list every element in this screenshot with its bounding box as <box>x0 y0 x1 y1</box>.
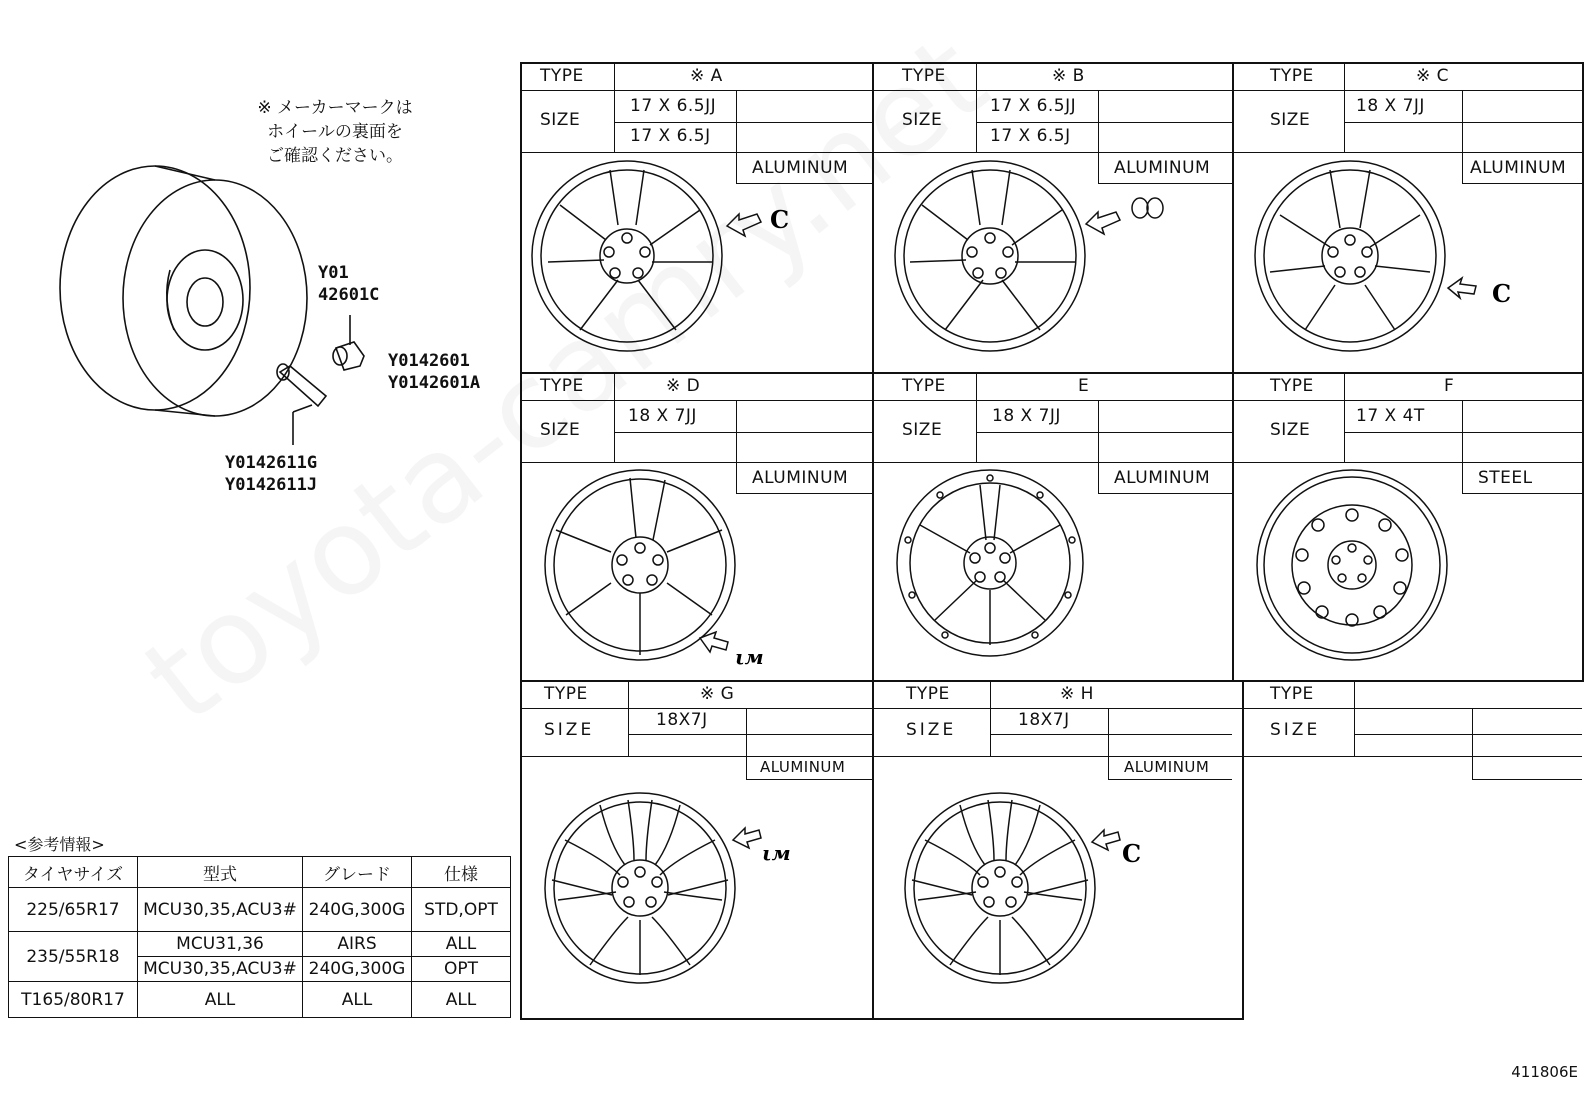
size-label-e: SIZE <box>902 420 943 440</box>
type-value-h: ※ H <box>1060 684 1094 704</box>
spec-cell: ALL <box>412 982 511 1018</box>
type-value-e: E <box>1078 376 1090 396</box>
grade-cell: 240G,300G <box>303 888 412 932</box>
table-row <box>9 982 511 1018</box>
wheel-type-h-drawing <box>905 793 1095 983</box>
wheel-type-c-arrow <box>1448 278 1476 298</box>
wheel-type-a-drawing <box>532 161 722 351</box>
size-f-1: 17 X 4T <box>1356 406 1425 426</box>
size-label-d: SIZE <box>540 420 581 440</box>
size-e-1: 18 X 7JJ <box>992 406 1061 426</box>
note-line-1: ※ メーカーマークは <box>257 98 413 118</box>
nut-label-3: Y0142601 <box>388 351 470 371</box>
nut-label-4: Y0142601A <box>388 373 481 393</box>
model-cell: MCU30,35,ACU3# <box>138 957 303 982</box>
nut-label-1: Y01 <box>318 263 349 283</box>
reference-title: <参考情報> <box>14 835 105 854</box>
material-g: ALUMINUM <box>760 758 846 776</box>
grade-cell: 240G,300G <box>303 957 412 982</box>
spec-cell: OPT <box>412 957 511 982</box>
maker-mark-d: ιм <box>735 645 764 669</box>
size-label-f: SIZE <box>1270 420 1311 440</box>
wheel-type-d-drawing <box>545 470 735 660</box>
type-label-i: TYPE <box>1270 684 1314 704</box>
valve-drawing <box>277 364 326 445</box>
size-b-1: 17 X 6.5JJ <box>990 96 1077 116</box>
size-b-2: 17 X 6.5J <box>990 126 1071 146</box>
type-label-a: TYPE <box>540 66 584 86</box>
material-c: ALUMINUM <box>1470 158 1567 178</box>
diagram-code: 411806E <box>1511 1063 1578 1081</box>
size-g-1: 18X7J <box>656 710 708 730</box>
maker-mark-c: 𝐂 <box>1492 279 1512 308</box>
maker-mark-g: ιм <box>762 841 791 865</box>
size-label-c: SIZE <box>1270 110 1311 130</box>
type-label-d: TYPE <box>540 376 584 396</box>
wheel-type-b-drawing <box>895 161 1085 351</box>
material-d: ALUMINUM <box>752 468 849 488</box>
material-b: ALUMINUM <box>1114 158 1211 178</box>
header-tire-size: タイヤサイズ <box>9 857 138 888</box>
model-cell: MCU31,36 <box>138 932 303 957</box>
wheel-type-c-drawing <box>1255 161 1445 351</box>
valve-label-1: Y0142611G <box>225 453 318 473</box>
size-a-1: 17 X 6.5JJ <box>630 96 717 116</box>
grade-cell: ALL <box>303 982 412 1018</box>
size-h-1: 18X7J <box>1018 710 1070 730</box>
table-row <box>9 932 511 957</box>
type-label-b: TYPE <box>902 66 946 86</box>
type-value-d: ※ D <box>666 376 701 396</box>
tire-size-cell: 225/65R17 <box>9 888 138 932</box>
table-header-row <box>9 857 511 888</box>
wheel-type-g-arrow <box>733 828 761 848</box>
table-row <box>9 888 511 932</box>
type-value-c: ※ C <box>1416 66 1450 86</box>
wheel-illustration <box>60 166 307 416</box>
wheel-type-e-drawing <box>897 470 1083 656</box>
note-line-2: ホイールの裏面を <box>267 122 403 142</box>
header-spec: 仕様 <box>412 857 511 888</box>
material-f: STEEL <box>1478 468 1533 488</box>
wheel-type-h-arrow <box>1092 830 1120 850</box>
size-label-h: SIZE <box>906 720 957 740</box>
material-h: ALUMINUM <box>1124 758 1210 776</box>
size-c-1: 18 X 7JJ <box>1356 96 1425 116</box>
tire-size-cell: T165/80R17 <box>9 982 138 1018</box>
spec-cell: STD,OPT <box>412 888 511 932</box>
size-label-a: SIZE <box>540 110 581 130</box>
type-label-f: TYPE <box>1270 376 1314 396</box>
size-label-g: SIZE <box>544 720 595 740</box>
wheel-type-b-arrow <box>1086 198 1163 234</box>
reference-table <box>8 856 511 1018</box>
model-cell: ALL <box>138 982 303 1018</box>
header-grade: グレード <box>303 857 412 888</box>
wheel-type-g-drawing <box>545 793 735 983</box>
type-label-e: TYPE <box>902 376 946 396</box>
grade-cell: AIRS <box>303 932 412 957</box>
maker-mark-h: 𝐂 <box>1122 839 1142 868</box>
tire-size-cell: 235/55R18 <box>9 932 138 982</box>
wheel-nut-drawing <box>333 315 364 370</box>
header-model: 型式 <box>138 857 303 888</box>
model-cell: MCU30,35,ACU3# <box>138 888 303 932</box>
size-label-b: SIZE <box>902 110 943 130</box>
wheel-type-f-drawing <box>1257 470 1447 660</box>
spec-cell: ALL <box>412 932 511 957</box>
type-label-g: TYPE <box>544 684 588 704</box>
maker-mark-a: 𝐂 <box>770 205 790 234</box>
nut-label-2: 42601C <box>318 285 380 305</box>
size-a-2: 17 X 6.5J <box>630 126 711 146</box>
type-value-a: ※ A <box>690 66 723 86</box>
type-value-g: ※ G <box>700 684 735 704</box>
size-d-1: 18 X 7JJ <box>628 406 697 426</box>
note-line-3: ご確認ください。 <box>267 146 403 166</box>
wheel-type-a-arrow <box>727 214 761 236</box>
material-a: ALUMINUM <box>752 158 849 178</box>
type-label-c: TYPE <box>1270 66 1314 86</box>
size-label-i: SIZE <box>1270 720 1321 740</box>
valve-label-2: Y0142611J <box>225 475 318 495</box>
type-label-h: TYPE <box>906 684 950 704</box>
type-value-b: ※ B <box>1052 66 1085 86</box>
type-value-f: F <box>1444 376 1455 396</box>
material-e: ALUMINUM <box>1114 468 1211 488</box>
